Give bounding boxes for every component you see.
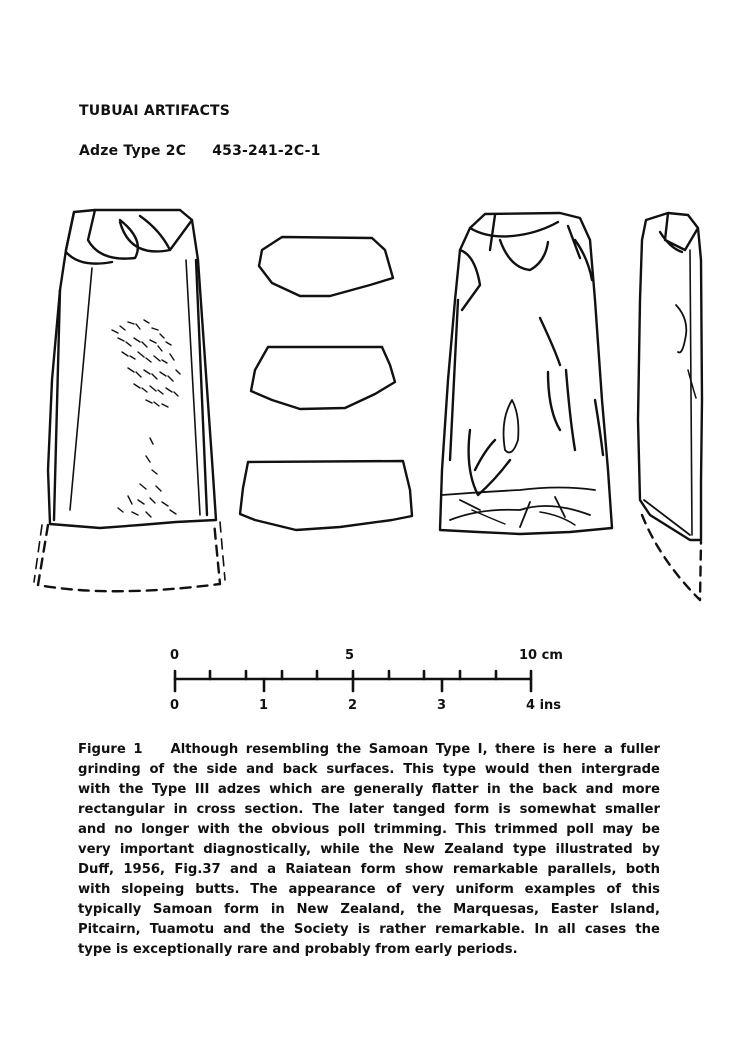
caption-line: typically Samoan form in New Zealand, the Marquesas, Easter Island, bbox=[78, 902, 660, 917]
scale-bar bbox=[175, 671, 531, 691]
caption-line: very important diagnostically, while the New Zealand type illustrated by bbox=[78, 842, 660, 857]
scale-inch-label-3: 3 bbox=[437, 698, 447, 713]
scale-cm-label-10: 10 cm bbox=[519, 648, 563, 663]
cross-sections bbox=[240, 237, 412, 530]
scale-inch-label-2: 2 bbox=[348, 698, 358, 713]
figure-label: Figure 1 bbox=[78, 742, 143, 757]
catalog-code: 453-241-2C-1 bbox=[212, 143, 321, 159]
page-title: TUBUAI ARTIFACTS bbox=[79, 103, 231, 119]
scale-cm-label-5: 5 bbox=[345, 648, 355, 663]
adze-type: Adze Type 2C bbox=[79, 143, 187, 159]
caption-line: Figure 1 Although resembling the Samoan Type I, there is here a fuller bbox=[78, 742, 660, 757]
front-view bbox=[34, 210, 225, 591]
scale-inch-label-4: 4 ins bbox=[526, 698, 562, 713]
caption-line: with the Type III adzes which are generally flatter in the back and more bbox=[78, 782, 660, 797]
caption-line: and no longer with the obvious poll trimming. This trimmed poll may be bbox=[78, 822, 660, 837]
caption-line: Duff, 1956, Fig.37 and a Raiatean form show remarkable parallels, both bbox=[78, 862, 660, 877]
figure-caption bbox=[78, 740, 660, 960]
back-view bbox=[440, 213, 612, 534]
caption-line: rectangular in cross section. The later tanged form is somewhat smaller bbox=[78, 802, 660, 817]
scale-inch-label-1: 1 bbox=[259, 698, 269, 713]
caption-line: with slopeing butts. The appearance of very uniform examples of this bbox=[78, 882, 660, 897]
caption-line: type is exceptionally rare and probably from early periods. bbox=[78, 942, 518, 957]
caption-line: Pitcairn, Tuamotu and the Society is rather remarkable. In all cases the bbox=[78, 922, 660, 937]
scale-cm-label-0: 0 bbox=[170, 648, 180, 663]
caption-line: grinding of the side and back surfaces. This type would then intergrade bbox=[78, 762, 660, 777]
side-view bbox=[638, 213, 702, 600]
scale-inch-label-0: 0 bbox=[170, 698, 180, 713]
